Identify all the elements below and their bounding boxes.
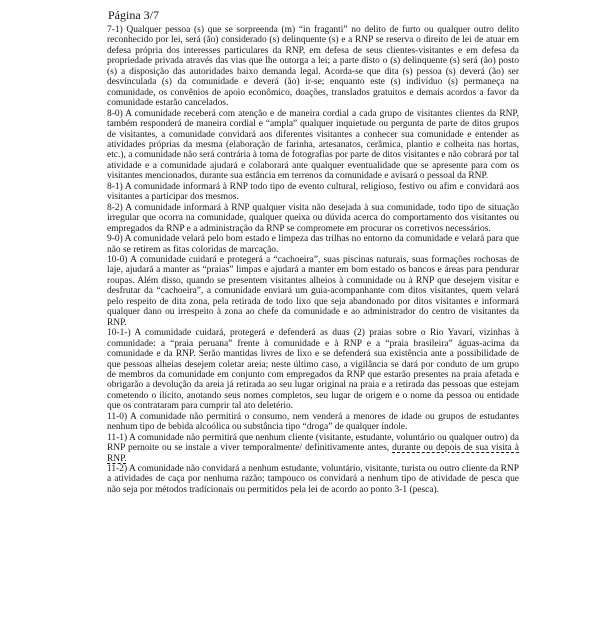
paragraph-11-2: 11-2) A comunidade não convidará a nenhum estudante, voluntário, visitante, turista ou outro cliente da RNP a atividades de caça por nenhuma razão; tampouco os convidará a nenhum tipo de atividade de pesca que não seja por métodos tradicionais ou permitidos pela lei de acordo ao ponto 3-1 (pesca). (107, 464, 519, 495)
paragraph-11-0: 11-0) A comunidade não permitirá o consumo, nem venderá a menores de idade ou grupos de estudantes nenhum tipo de bebida alcoólica ou substância tipo “droga” de qualquer índole. (107, 411, 519, 433)
paragraph-11-1-text: 11-1) A comunidade não permitirá que nenhum cliente (visitante, estudante, voluntário ou qualquer outro) da RNP pernoite ou se instale a viver temporalmente/ definitivamente antes, (107, 432, 519, 454)
paragraph-11-1-marked-text: durante ou depois de sua visita à RNP. (107, 443, 519, 464)
paragraph-11-1 (107, 433, 519, 464)
paragraph-8-1: 8-1) A comunidade informará à RNP todo tipo de evento cultural, religioso, festivo ou afim e convidará aos visitantes a participar dos mesmos. (107, 181, 519, 203)
paragraph-9-0: 9-0) A comunidade velará pelo bom estado e limpeza das trilhas no entorno da comunidade e velará para que não se retirem as fitas coloridas de marcação. (107, 234, 519, 255)
paragraph-10-0: 10-0) A comunidade cuidará e protegerá a “cachoeira”, suas piscinas naturais, suas formações rochosas de laje, ajudará a manter as “praias” limpas e ajudará a manter em bom estado os bancos e áreas para pendurar roupas. Além disso, quando se presentem visitantes alheios à comunidade ou à RNP que desejem visitar e desfrutar da “cachoeira”, a comunidade enviará um guia-acompanhante com ditos visitantes, quem velará pelo respeito de dita zona, pela retirada de todo lixo que seja abandonado por ditos visitantes e informará qualquer dano ou irrespeito à zona ao chefe da comunidade e ao administrador do centro de visitantes da RNP. (107, 254, 519, 328)
paragraph-8-0: 8-0) A comunidade receberá com atenção e de maneira cordial a cada grupo de visitantes clientes da RNP, também responderá de maneira cordial e “ampla” qualquer inquietude ou pergunta de parte de ditos grupos de visitantes, a comunidade convidará aos diferentes visitantes a conhecer sua comunidade e entender as atividades próprias da mesma (elaboração de farinha, artesanatos, cerâmica, plantio e colheita nas hortas, etc.), a comunidade não será contrária à toma de fotografias por parte de ditos visitantes e não cobrará por tal atividade e a comunidade ajudará e colaborará ante qualquer eventualidade que se apresente para com os visitantes mencionados, durante sua estância em terrenos da comunidade e avisará o pessoal da RNP. (107, 108, 519, 182)
page-number: Página 3/7 (108, 8, 159, 22)
paragraph-10-1: 10-1-) A comunidade cuidará, protegerá e defenderá as duas (2) praias sobre o Rio Yavarí, vizinhas à comunidade: a “praia peruana” frente à comunidade e à RNP e a “praia brasileira” águas-acima da comunidade e da RNP. Serão mantidas livres de lixo e se defenderá sua existência ante a possibilidade de que pessoas alheias desejem coletar areia; neste último caso, a vigilância se dará por conduto de um grupo de membros da comunidade em conjunto com empregados da RNP que estarão presentes na praia afetada e obrigarão a devolução da areia já retirada ao seu lugar original na praia e a retirada das pessoas que estejam cometendo o ilícito, anotando seus nomes completos, seu lugar de origem e o nome da pessoa ou entidade que os contrataram para cumprir tal ato deletério. (107, 328, 519, 412)
paragraph-8-2: 8-2) A comunidade informará à RNP qualquer visita não desejada à sua comunidade, todo tipo de situação irregular que ocorra na comunidade, qualquer queixa ou dúvida acerca do comportamento dos visitantes ou empregados da RNP e a administração da RNP se compromete em procurar os corretivos necessários. (107, 202, 519, 234)
document-body (107, 25, 519, 495)
paragraph-7-1: 7-1) Qualquer pessoa (s) que se sorpreenda (m) “in fraganti” no delito de furto ou qualquer outro delito reconhecido por lei, será (ão) considerado (s) delinquente (s) e a RNP se reserva o direito de lei de atuar em defesa própria dos interesses particulares da RNP, em defesa de seus clientes-visitantes e em defesa da propriedade privada através das vias que lhe outorga a lei; a parte disto o (s) delinquente (s) será (ão) posto (s) a disposição das autoridades baixo demanda legal. Acorda-se que dita (s) pessoa (s) deverá (ão) ser desvinculada (s) da comunidade e deverá (ão) ir-se; enquanto este (s) indivíduo (s) permaneça na comunidade, os convênios de apoio econômico, doações, translados gratuitos e demais acordos a favor da comunidade estarão cancelados. (107, 25, 519, 109)
